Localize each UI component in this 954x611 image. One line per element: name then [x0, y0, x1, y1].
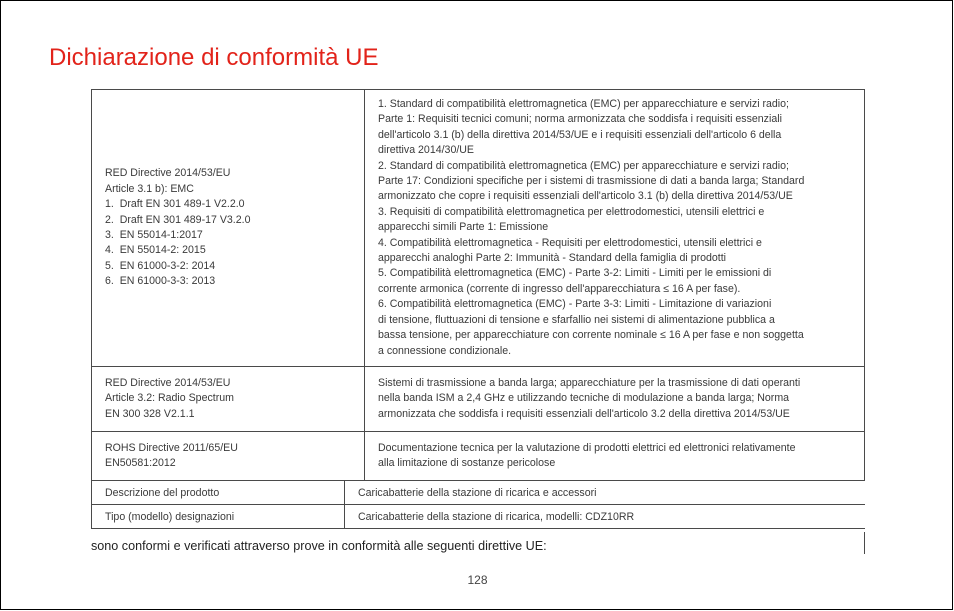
- product-table: [91, 480, 865, 529]
- product-type-value: Caricabatterie della stazione di ricarica, modelli: CDZ10RR: [345, 505, 866, 529]
- conformity-statement: sono conformi e verificati attraverso prove in conformità alle seguenti direttive UE:: [91, 539, 547, 553]
- table-row: [92, 505, 866, 529]
- product-description-value: Caricabatterie della stazione di ricarica e accessori: [345, 481, 866, 505]
- page-title: Dichiarazione di conformità UE: [49, 44, 379, 71]
- text-line: EN50581:2012: [105, 456, 176, 469]
- directive-cell: [92, 90, 365, 367]
- text-line: 3. EN 55014-1:2017: [105, 228, 203, 241]
- directive-cell: [92, 366, 365, 431]
- text-line: 4. EN 55014-2: 2015: [105, 244, 206, 257]
- text-line: bassa tensione, per apparecchiature con corrente nominale ≤ 16 A per fase e non soggetta: [378, 329, 804, 342]
- text-line: 5. EN 61000-3-2: 2014: [105, 259, 216, 272]
- text-line: corrente armonica (corrente di ingresso dell'apparecchiatura ≤ 16 A per fase).: [378, 282, 741, 295]
- table-row: [92, 366, 865, 431]
- text-line: a connessione condizionale.: [378, 344, 512, 357]
- text-line: 3. Requisiti di compatibilità elettromagnetica per elettrodomestici, utensili elettrici e: [378, 205, 765, 218]
- text-line: armonizzata che soddisfa i requisiti essenziali dell'articolo 3.2 della direttiva 2014/53/UE: [378, 407, 790, 420]
- text-line: RED Directive 2014/53/EU: [105, 167, 231, 180]
- table-border-line: [864, 532, 865, 554]
- table-row: [92, 431, 865, 480]
- text-line: 6. Compatibilità elettromagnetica (EMC) - Parte 3-3: Limiti - Limitazione di variazioni: [378, 298, 772, 311]
- product-description-label: Descrizione del prodotto: [92, 481, 345, 505]
- text-line: 5. Compatibilità elettromagnetica (EMC) - Parte 3-2: Limiti - Limiti per le emissioni di: [378, 267, 772, 280]
- text-line: apparecchi simili Parte 1: Emissione: [378, 221, 549, 234]
- description-cell: [365, 366, 865, 431]
- text-line: Parte 17: Condizioni specifiche per i sistemi di trasmissione di dati a banda larga; Standard: [378, 175, 805, 188]
- description-cell: [365, 90, 865, 367]
- text-line: armonizzato che copre i requisiti essenziali dell'articolo 3.1 (b) della direttiva 2014/53/UE: [378, 190, 793, 203]
- directive-cell: [92, 431, 365, 480]
- text-line: RED Directive 2014/53/EU: [105, 376, 231, 389]
- text-line: 1. Draft EN 301 489-1 V2.2.0: [105, 198, 245, 211]
- text-line: apparecchi analoghi Parte 2: Immunità - Standard della famiglia di prodotti: [378, 252, 727, 265]
- text-line: direttiva 2014/30/UE: [378, 144, 474, 157]
- text-line: ROHS Directive 2011/65/EU: [105, 441, 238, 454]
- regulations-table: [91, 89, 865, 481]
- text-line: Documentazione tecnica per la valutazione di prodotti elettrici ed elettronici relativamente: [378, 441, 796, 454]
- text-line: 4. Compatibilità elettromagnetica - Requisiti per elettrodomestici, utensili elettrici e: [378, 236, 762, 249]
- text-line: EN 300 328 V2.1.1: [105, 407, 195, 420]
- text-line: 2. Standard di compatibilità elettromagnetica (EMC) per apparecchiature e servizi radio;: [378, 159, 789, 172]
- table-row: [92, 481, 866, 505]
- page-number: 128: [467, 573, 488, 587]
- text-line: nella banda ISM a 2,4 GHz e utilizzando tecniche di modulazione a banda larga; Norma: [378, 392, 790, 405]
- product-type-label: Tipo (modello) designazioni: [92, 505, 345, 529]
- text-line: alla limitazione di sostanze pericolose: [378, 456, 556, 469]
- text-line: Parte 1: Requisiti tecnici comuni; norma armonizzata che soddisfa i requisiti essenziali: [378, 113, 782, 126]
- text-line: 1. Standard di compatibilità elettromagnetica (EMC) per apparecchiature e servizi radio;: [378, 98, 789, 110]
- text-line: 6. EN 61000-3-3: 2013: [105, 275, 216, 288]
- description-cell: [365, 431, 865, 480]
- text-line: Article 3.1 b): EMC: [105, 182, 194, 195]
- text-line: 2. Draft EN 301 489-17 V3.2.0: [105, 213, 251, 226]
- table-row: [92, 90, 865, 367]
- text-line: di tensione, fluttuazioni di tensione e sfarfallio nei sistemi di alimentazione pubblica a: [378, 313, 775, 326]
- text-line: Sistemi di trasmissione a banda larga; apparecchiature per la trasmissione di dati operanti: [378, 376, 801, 389]
- text-line: Article 3.2: Radio Spectrum: [105, 392, 234, 405]
- text-line: dell'articolo 3.1 (b) della direttiva 2014/53/UE e i requisiti essenziali dell'articolo 6 della: [378, 128, 782, 141]
